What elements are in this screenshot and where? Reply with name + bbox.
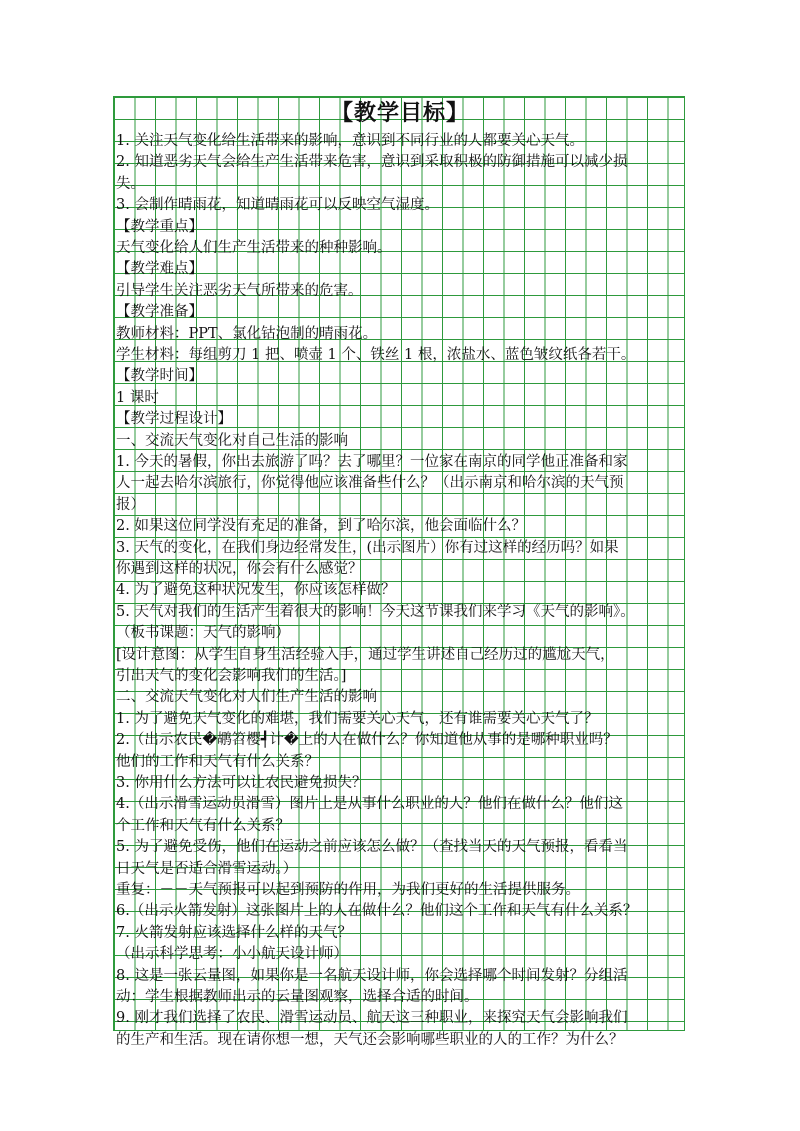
text-line: 5. 为了避免受伤，他们在运动之前应该怎么做？（查找当天的天气预报，看看当 <box>116 839 628 856</box>
text-line: 【教学准备】 <box>116 304 203 321</box>
text-line: 3. 你用什么方法可以让农民避免损失？ <box>116 775 367 791</box>
text-line: 二、交流天气变化对人们生产生活的影响 <box>116 689 377 706</box>
text-line: [设计意图：从学生自身生活经验入手，通过学生讲述自己经历过的尴尬天气， <box>116 646 615 663</box>
text-line: 1. 今天的暑假，你出去旅游了吗？去了哪里？一位家在南京的同学他正准备和家 <box>116 454 628 470</box>
text-line: 9. 刚才我们选择了农民、滑雪运动员、航天这三种职业，来探究天气会影响我们 <box>116 1010 628 1027</box>
text-line: 1. 为了避免天气变化的难堪，我们需要关心天气，还有谁需要关心天气了？ <box>116 710 599 727</box>
text-line: 2. 如果这位同学没有充足的准备，到了哈尔滨，他会面临什么？ <box>116 518 526 535</box>
text-line: 3. 会制作晴雨花，知道晴雨花可以反映空气湿度。 <box>116 197 439 214</box>
text-line: 引出天气的变化会影响我们的生活。] <box>116 668 347 684</box>
text-line: 你遇到这样的状况，你会有什么感觉？ <box>116 561 363 577</box>
text-line: 重复：－－天气预报可以起到预防的作用，为我们更好的生活提供服务。 <box>116 882 580 898</box>
text-line: 动：学生根据教师出示的云量图观察，选择合适的时间。 <box>116 989 479 1005</box>
text-line: 1 课时 <box>116 389 159 406</box>
text-line: 的生产和生活。现在请你想一想，天气还会影响哪些职业的人的工作？为什么？ <box>116 1031 624 1048</box>
text-line: 7. 火箭发射应该选择什么样的天气？ <box>116 924 352 941</box>
text-line: 4. 为了避免这种状况发生，你应该怎样做？ <box>116 582 396 599</box>
text-line: 学生材料：每组剪刀 1 把、喷壶 1 个、铁丝 1 根，浓盐水、蓝色皱纹纸各若干。 <box>116 347 636 363</box>
text-line: 人一起去哈尔滨旅行，你觉得他应该准备些什么？（出示南京和哈尔滨的天气预 <box>116 475 624 492</box>
text-line: 2.（出示农民�鹕笤樱┩计�上的人在做什么？你知道他从事的是哪种职业吗？ <box>116 732 618 749</box>
text-line: 【教学过程设计】 <box>116 411 232 428</box>
text-line: 报） <box>116 496 145 513</box>
text-line: 引导学生关注恶劣天气所带来的危害。 <box>116 282 363 299</box>
text-line: 一、交流天气变化对自己生活的影响 <box>116 432 348 449</box>
text-line: 3. 天气的变化，在我们身边经常发生，(出示图片）你有过这样的经历吗？如果 <box>116 539 619 556</box>
text-line: 1. 关注天气变化给生活带来的影响，意识到不同行业的人都要关心天气。 <box>116 133 584 149</box>
text-line: 2. 知道恶劣天气会给生产生活带来危害，意识到采取积极的防御措施可以减少损 <box>116 154 628 171</box>
text-line: 4.（出示滑雪运动员滑雪）图片上是从事什么职业的人？他们在做什么？他们这 <box>116 796 623 813</box>
text-line: （出示科学思考：小小航天设计师） <box>116 946 348 963</box>
text-line: 【教学时间】 <box>116 368 203 385</box>
text-line: 他们的工作和天气有什么关系？ <box>116 753 319 770</box>
text-line: 8. 这是一张云量图，如果你是一名航天设计师，你会选择哪个时间发射？分组活 <box>116 967 628 984</box>
text-line: 5. 天气对我们的生活产生着很大的影响！今天这节课我们来学习《天气的影响》。 <box>116 603 635 620</box>
text-line: 日天气是否适合滑雪运动。） <box>116 860 298 877</box>
text-line: （板书课题：天气的影响） <box>116 625 290 642</box>
text-line: 教师材料：PPT、氯化钴泡制的晴雨花。 <box>116 325 378 342</box>
text-line: 失。 <box>116 175 145 192</box>
page-title: 【教学目标】 <box>330 101 469 126</box>
text-line: 个工作和天气有什么关系？ <box>116 817 290 834</box>
text-line: 【教学难点】 <box>116 261 203 278</box>
text-line: 【教学重点】 <box>116 218 203 235</box>
text-line: 6.（出示火箭发射）这张图片上的人在做什么？他们这个工作和天气有什么关系？ <box>116 903 638 920</box>
text-line: 天气变化给人们生产生活带来的种种影响。 <box>116 240 392 256</box>
